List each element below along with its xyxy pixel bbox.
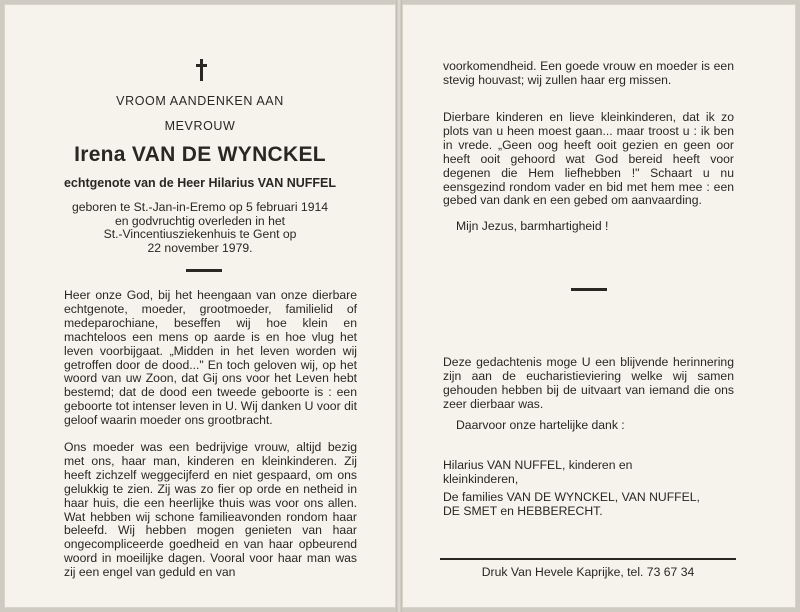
memorial-heading: VROOM AANDENKEN AAN <box>116 94 284 108</box>
deceased-name: Irena VAN DE WYNCKEL <box>74 143 326 166</box>
printer-credit: Druk Van Hevele Kaprijke, tel. 73 67 34 <box>481 565 695 579</box>
footer-rule <box>440 558 736 560</box>
hospital-line: St.-Vincentiusziekenhuis te Gent op <box>103 227 297 242</box>
invocation: Mijn Jezus, barmhartigheid ! <box>456 219 609 233</box>
remembrance-paragraph: Deze gedachtenis moge U een blijvende herinnering zijn aan de eucharistieviering welke wij samen gehouden hebben bij de uitvaart van iemand die ons zeer dierbaar was. <box>443 355 734 411</box>
children-paragraph: Dierbare kinderen en lieve kleinkinderen, dat ik zo plots van u heen moest gaan... maar troost u : ik ben in vrede. „Geen oog heeft ooit gezien en geen oor heeft ooit gehoord wat God bereid heeft voor degenen die Hem liefhebben !" Schaart u nu eensgezind rondom vader en bid met hem mee : een gebed van dank en een gebed om aanvaarding. <box>443 110 734 208</box>
family1-line: Hilarius VAN NUFFEL, kinderen en <box>443 458 633 472</box>
death-date-line: 22 november 1979. <box>147 240 253 255</box>
thanks-line: Daarvoor onze hartelijke dank : <box>456 418 625 432</box>
continuation-paragraph: voorkomendheid. Een goede vrouw en moeder is een stevig houvast; wij zullen haar erg missen. <box>443 59 734 87</box>
cross-icon <box>196 59 208 81</box>
death-line: en godvruchtig overleden in het <box>114 213 286 228</box>
birth-death-info <box>40 201 360 255</box>
spouse-line: echtgenote van de Heer Hilarius VAN NUFFEL <box>63 176 337 190</box>
title-mevrouw: MEVROUW <box>164 119 236 133</box>
family1-line: kleinkinderen, <box>443 471 519 486</box>
birth-line: geboren te St.-Jan-in-Eremo op 5 februari 1914 <box>71 200 329 214</box>
divider-middle <box>571 288 607 291</box>
divider-top <box>186 269 222 272</box>
tribute-paragraph: Ons moeder was een bedrijvige vrouw, altijd bezig met ons, haar man, kinderen en kleinkinderen. Zij heeft zichzelf weggecijferd en niet gespaard, om ons gelukkig te zien. Zij was zo fier op orde en netheid in haar huis, die een heerlijke thuis was voor ons allen. Wat hebben wij schone familieavonden rondom haar beleefd. Wij hebben mogen genieten van haar ongecompliceerde goedheid en van haar opbeurend woord in moeilijke dagen. Vooral voor haar man was zij een engel van geduld en van <box>64 440 357 580</box>
family2-line: De families VAN DE WYNCKEL, VAN NUFFEL, <box>443 490 700 504</box>
family-signature-2 <box>443 491 743 518</box>
family2-line: DE SMET en HEBBERECHT. <box>443 503 603 518</box>
prayer-paragraph: Heer onze God, bij het heengaan van onze dierbare echtgenote, moeder, grootmoeder, familielid of medeparochiane, beseffen wij hoe klein en machteloos een mens op aarde is en hoe vlug het leven voorbijgaat. „Midden in het leven worden wij getroffen door de dood..." En toch geloven wij, op het woord van uw Zoon, dat Gij ons voor het Leven hebt bestemd; dat de dood een tweede geboorte is : een geboorte tot intenser leven in U. Wij danken U voor dit geloof waarin moeder ons grootbracht. <box>64 288 357 428</box>
card-fold <box>396 0 402 612</box>
family-signature-1 <box>443 459 734 486</box>
